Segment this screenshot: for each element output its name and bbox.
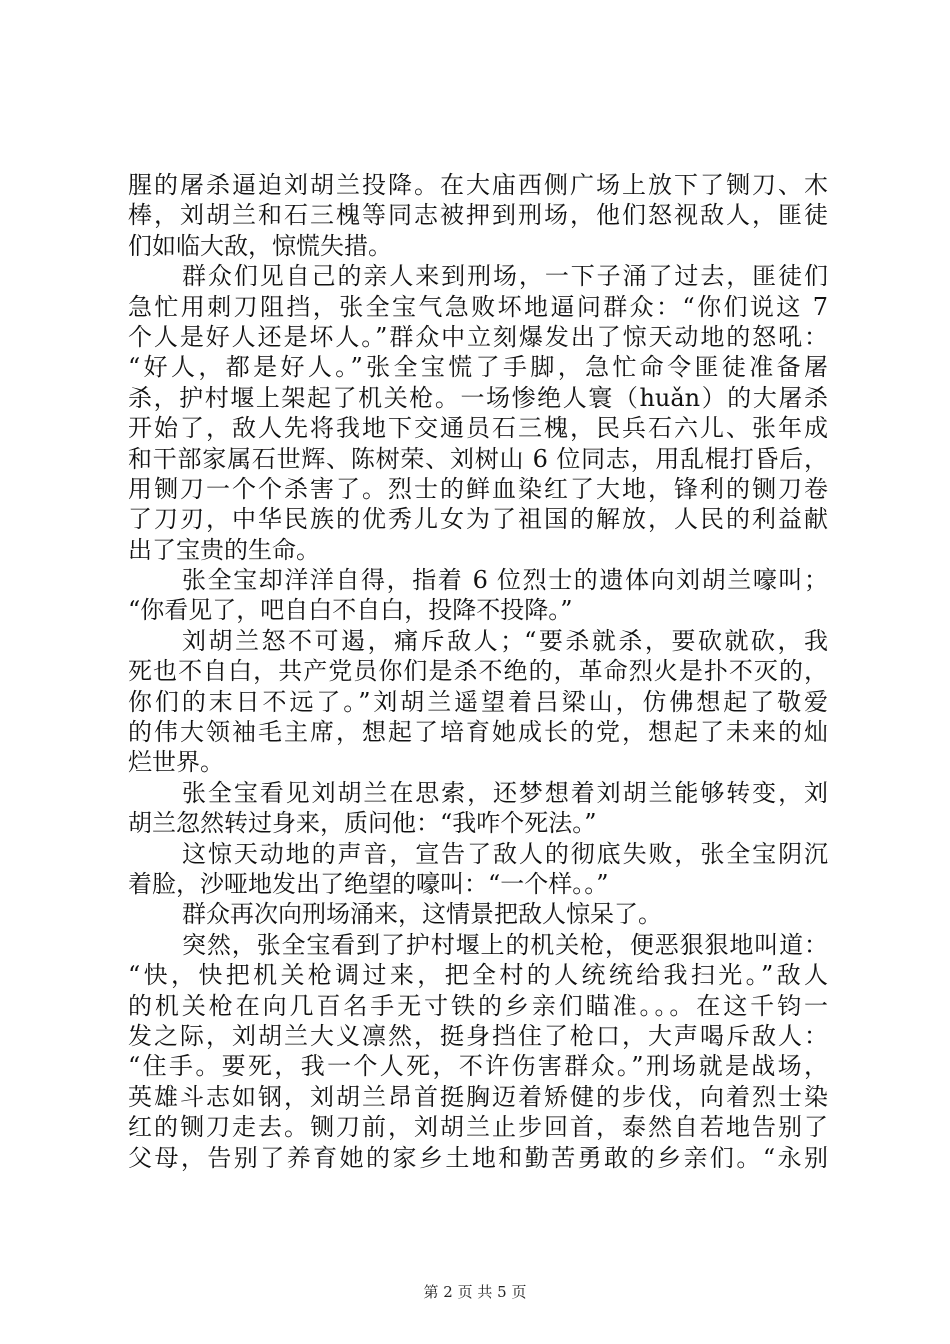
text-line: 棒，刘胡兰和石三槐等同志被押到刑场，他们怒视敌人，匪徒 [128, 201, 828, 230]
page-footer: 第 2 页 共 5 页 [423, 1283, 527, 1301]
body-text [128, 170, 828, 1173]
text-line: 刘胡兰怒不可遏，痛斥敌人；“要杀就杀，要砍就砍，我 [182, 626, 828, 655]
text-line: 父母，告别了养育她的家乡土地和勤苦勇敢的乡亲们。“永别 [128, 1143, 828, 1172]
text-line: 开始了，敌人先将我地下交通员石三槐，民兵石六儿、张年成 [128, 414, 828, 443]
text-line: 英雄斗志如钢，刘胡兰昂首挺胸迈着矫健的步伐，向着烈士染 [128, 1082, 828, 1111]
text-line: 用铡刀一个个杀害了。烈士的鲜血染红了大地，锋利的铡刀卷 [128, 474, 828, 503]
text-line: 们如临大敌，惊慌失措。 [128, 231, 392, 260]
text-line: 的伟大领袖毛主席，想起了培育她成长的党，想起了未来的灿 [128, 718, 828, 747]
text-line: 了刀刃，中华民族的优秀儿女为了祖国的解放，人民的利益献 [128, 505, 828, 534]
text-line: 张全宝看见刘胡兰在思索，还梦想着刘胡兰能够转变，刘 [182, 778, 828, 807]
text-line: “快，快把机关枪调过来，把全村的人统统给我扫光。”敌人 [128, 961, 828, 990]
text-line: 红的铡刀走去。铡刀前，刘胡兰止步回首，泰然自若地告别了 [128, 1113, 828, 1142]
text-line: 出了宝贵的生命。 [128, 535, 320, 564]
text-line: 和干部家属石世辉、陈树荣、刘树山 6 位同志，用乱棍打昏后， [128, 444, 828, 473]
text-line: 张全宝却洋洋自得，指着 6 位烈士的遗体向刘胡兰嚎叫； [182, 566, 828, 595]
text-line: 杀，护村堰上架起了机关枪。一场惨绝人寰（huǎn）的大屠杀 [128, 383, 828, 412]
text-line: 着脸，沙哑地发出了绝望的嚎叫：“一个样。。” [128, 869, 609, 898]
text-line: 群众再次向刑场涌来，这情景把敌人惊呆了。 [182, 900, 662, 929]
text-line: 突然，张全宝看到了护村堰上的机关枪，便恶狠狠地叫道： [182, 930, 828, 959]
text-line: 你们的末日不远了。”刘胡兰遥望着吕梁山，仿佛想起了敬爱 [128, 687, 828, 716]
text-line: 腥的屠杀逼迫刘胡兰投降。在大庙西侧广场上放下了铡刀、木 [128, 171, 828, 199]
text-line: 死也不自白，共产党员你们是杀不绝的，革命烈火是扑不灭的， [128, 657, 828, 686]
text-line: 个人是好人还是坏人。”群众中立刻爆发出了惊天动地的怒吼： [128, 322, 828, 351]
text-line: 烂世界。 [128, 748, 224, 777]
text-line: 群众们见自己的亲人来到刑场，一下子涌了过去，匪徒们 [182, 262, 828, 291]
text-line: 这惊天动地的声音，宣告了敌人的彻底失败，张全宝阴沉 [182, 839, 828, 868]
text-line: 的机关枪在向几百名手无寸铁的乡亲们瞄准。。。在这千钧一 [128, 991, 828, 1020]
text-line: “你看见了，吧自白不自白，投降不投降。” [128, 596, 573, 625]
text-line: 胡兰忽然转过身来，质问他：“我咋个死法。” [128, 809, 597, 838]
text-line: 急忙用刺刀阻挡，张全宝气急败坏地逼问群众：“你们说这 7 [128, 292, 828, 321]
text-line: “好人，都是好人。”张全宝慌了手脚，急忙命令匪徒准备屠 [128, 353, 828, 382]
text-line: 发之际，刘胡兰大义凛然，挺身挡住了枪口，大声喝斥敌人： [128, 1021, 828, 1050]
text-line: “住手。要死，我一个人死，不许伤害群众。”刑场就是战场， [128, 1052, 828, 1081]
